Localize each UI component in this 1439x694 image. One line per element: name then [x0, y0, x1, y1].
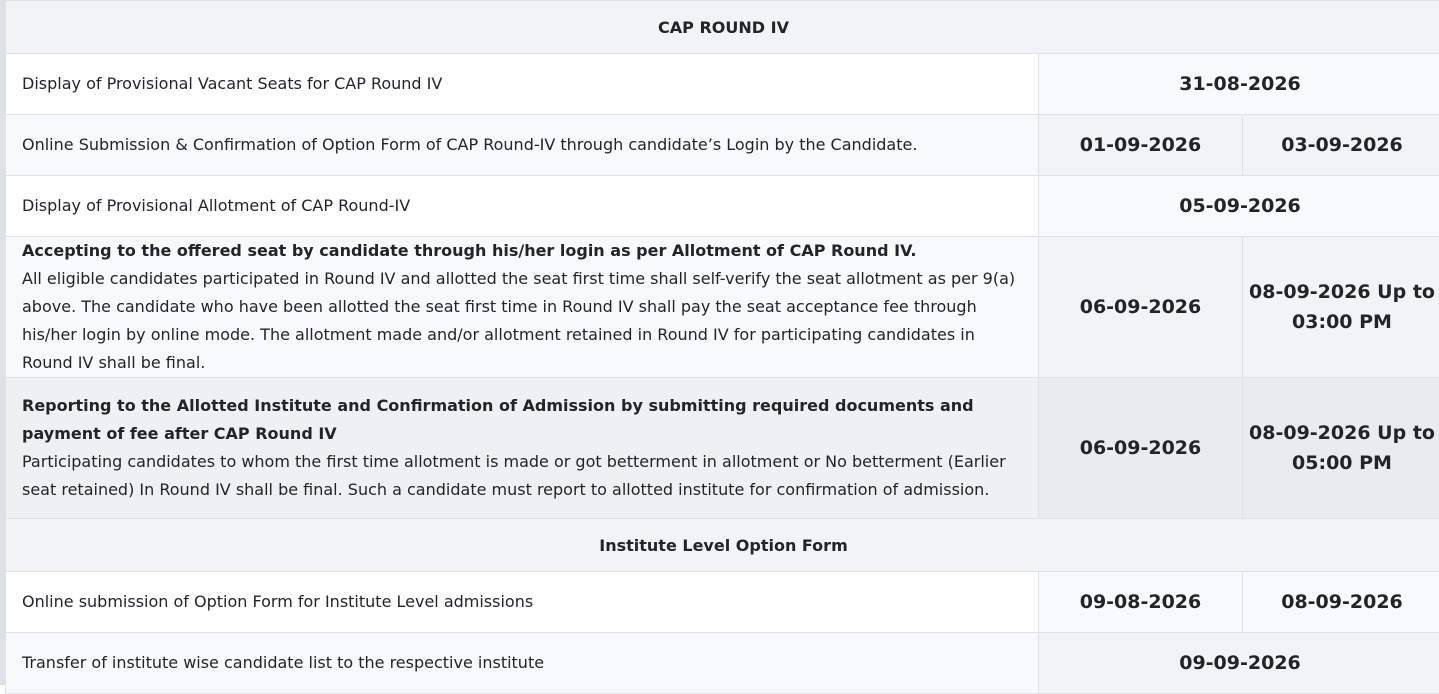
row-date: 09-09-2026 [1039, 633, 1439, 694]
row-description: Online Submission & Confirmation of Option Form of CAP Round-IV through candidate’s Login by the Candidate. [6, 115, 1039, 176]
table-row [6, 378, 1439, 519]
row-description-cell [6, 378, 1039, 519]
section-title-institute-level: Institute Level Option Form [6, 519, 1439, 572]
row-description: Transfer of institute wise candidate list to the respective institute [6, 633, 1039, 694]
row-start-date: 01-09-2026 [1039, 115, 1243, 176]
row-description: Display of Provisional Vacant Seats for CAP Round IV [6, 54, 1039, 115]
row-description: All eligible candidates participated in Round IV and allotted the seat first time shall self-verify the seat allotment as per 9(a) above. The candidate who have been allotted the seat first time in Round IV shall pay the seat acceptance fee through his/her login by online mode. The allotment made and/or allotment retained in Round IV for participating candidates in Round IV shall be final. [22, 265, 1022, 377]
row-date: 05-09-2026 [1039, 176, 1439, 237]
table-row [6, 237, 1439, 378]
row-title: Reporting to the Allotted Institute and Confirmation of Admission by submitting required documents and payment of fee after CAP Round IV [22, 392, 1022, 448]
row-end-date: 03-09-2026 [1243, 115, 1439, 176]
section-header-row [6, 519, 1439, 572]
row-description: Online submission of Option Form for Institute Level admissions [6, 572, 1039, 633]
row-end-date: 08-09-2026 [1243, 572, 1439, 633]
table-row [6, 115, 1439, 176]
row-start-date: 09-08-2026 [1039, 572, 1243, 633]
row-start-date: 06-09-2026 [1039, 237, 1243, 378]
section-header-row [6, 1, 1439, 54]
table-row [6, 176, 1439, 237]
row-description: Display of Provisional Allotment of CAP Round-IV [6, 176, 1039, 237]
row-description-cell [6, 237, 1039, 378]
row-description: Participating candidates to whom the first time allotment is made or got betterment in allotment or No betterment (Earlier seat retained) In Round IV shall be final. Such a candidate must report to allotted institute for confirmation of admission. [22, 448, 1022, 504]
row-end-date: 08-09-2026 Up to 03:00 PM [1243, 237, 1439, 378]
schedule-table [5, 0, 1439, 694]
section-title-cap-round-4: CAP ROUND IV [6, 1, 1439, 54]
table-row [6, 633, 1439, 694]
row-date: 31-08-2026 [1039, 54, 1439, 115]
row-title: Accepting to the offered seat by candidate through his/her login as per Allotment of CAP Round IV. [22, 237, 1022, 265]
table-row [6, 572, 1439, 633]
table-row [6, 54, 1439, 115]
row-end-date: 08-09-2026 Up to 05:00 PM [1243, 378, 1439, 519]
row-start-date: 06-09-2026 [1039, 378, 1243, 519]
